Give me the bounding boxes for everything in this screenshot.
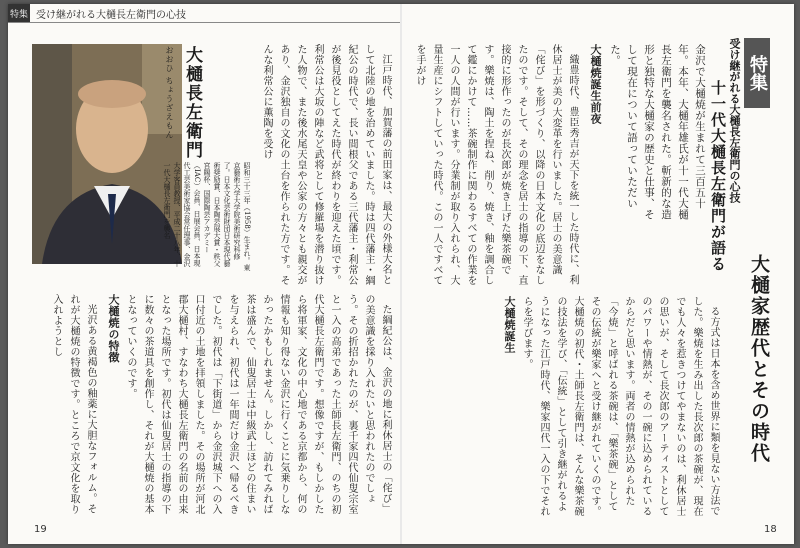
lead-paragraph	[604, 44, 708, 224]
section-block	[48, 294, 394, 519]
feature-title-line1: 十一代大樋長左衛門が語る	[709, 80, 727, 272]
section-heading: 大樋焼誕生	[503, 296, 516, 354]
profile-reading: おおひ ちょうざえもん	[165, 46, 174, 140]
section-block	[414, 44, 604, 289]
header-rule	[8, 22, 400, 23]
magazine-spread	[8, 4, 794, 544]
feature-title-line2: 大樋家歴代とその時代	[748, 254, 770, 464]
page-number-left: 19	[34, 524, 47, 535]
portrait-illustration	[32, 44, 182, 264]
gutter	[400, 4, 402, 544]
running-header	[8, 4, 400, 22]
section-text: た綱紀公は、金沢の地に利休居士の「侘び」の美意識を採り入れたいと思われたのでしょう。その折招かれたのが、裏千家四代仙叟宗室と一入の高弟であった土師長左衛門、のちの初代大樋長左衛門です。想像ですが、もしかしたら将軍家、文化の中心地である京都から、何の情報も知り得ない金沢に行くことに気乗りしなかったかもしれません。しかし、訪れてみれば茶は盛んで、仙叟居士は中級武士ほどの住まいを与えられ、初代は一年間だけ金沢へ帰るべきでした。初代は「下街道」から金沢城下への入口付近の土地を拝領しました。その場所が河北郡大樋村、すなわち大樋長左衛門の名前の由来となった場所です。初代は仙叟居士の指導の下に数々の茶道具を創作し、それが大樋焼の基本となっていくのです。	[125, 294, 391, 515]
section-text: る方式は日本を含め世界に類を見ない方法でした。樂焼を生み出した長次郎の茶碗が、現在でも人々を惹きつけてやまないのは、利休居士の思いが、そして長次郎のアーティストとしてのパワーや情熱が、その一碗に込められているからだと思います。両者の情熱が込められた「今焼」と呼ばれる茶碗は、「樂茶碗」としてその伝統が樂家へと受け継がれていくのです。大樋焼の初代・土師長左衛門は、そんな樂茶碗の技法を学び、「伝統」として引き継がれるようになった江戸時代、樂家四代一入の下でそれらを学びます。	[521, 296, 719, 517]
section-heading: 大樋焼誕生前夜	[589, 44, 602, 125]
lead-text: 金沢で大樋焼が生まれて三百五十年。本年、大樋年雄氏が十一代大樋長左衛門を襲名された。斬新的な造形と独特な大樋家の歴史と仕事、そして現在について語っていただいた。	[609, 44, 706, 220]
feature-kicker: 受け継がれる大樋長左衛門の心技	[728, 38, 741, 203]
portrait-photo	[32, 44, 182, 264]
section-text: 江戸時代、加賀藩の前田家は、最大の外様大名として北陸の地を治めていました。時は四代藩主・綱紀公の時代で、長い間根父である三代藩主・利常公が後見役としてえた時代が終わりを迎えた頃です。利常公は大坂の陣など武将として修羅場を潜り抜けた人物で、また後水尾天皇や公家の方々とも親交があり、金沢独自の文化の土台を作られた方です。そんな利常公に薫陶を受け	[261, 44, 391, 286]
feature-label: 特集	[744, 38, 770, 108]
header-title: 受け継がれる大樋長左衛門の心技	[36, 9, 186, 21]
profile-bio: 昭和三十三年（1958）生まれ。東京藝術大学大学院美術研究科修了。日本文化芸術財団日本現代藝術奨励賞、日本陶芸展大賞・秩父宮賜杯、国際陶芸アカデミー（IAC）会員、日展会員、日本現代工芸美術家協会常任理事、金沢大学客員教授、平成二十八年、十一代大樋長左衛門を襲名	[163, 162, 251, 271]
page-number-right: 18	[764, 524, 777, 535]
section-block	[254, 44, 394, 289]
header-tag: 特集	[8, 4, 30, 22]
section-text: 光沢ある黄褐色の釉薬に大胆なフォルム。それが大樋焼の特徴です。ところで京文化を取り入れようとし	[51, 294, 96, 515]
section-text: 織豊時代、豊臣秀吉が天下を統一した時代に、利休居士が美の大変革を行いました。居士の美意識「侘び」を形づくり、以降の日本文化の底辺をなしたのです。そして、その理念を居士の指導の下、直接的に形作ったのが長次郎が焼き上げた樂茶碗です。樂焼は、陶土を捏ね、削り、焼き、釉を調合して鑑にかけて……茶碗制作に関わるすべての作業を一人の人間が行います。分業制が取り入れられ、大量生産にシフトしていった時代。この一人ですべてを手がけ	[414, 44, 578, 286]
section-block	[422, 296, 722, 518]
section-heading: 大樋焼の特徴	[107, 294, 120, 363]
profile-name: 大樋長左衛門	[182, 46, 202, 160]
